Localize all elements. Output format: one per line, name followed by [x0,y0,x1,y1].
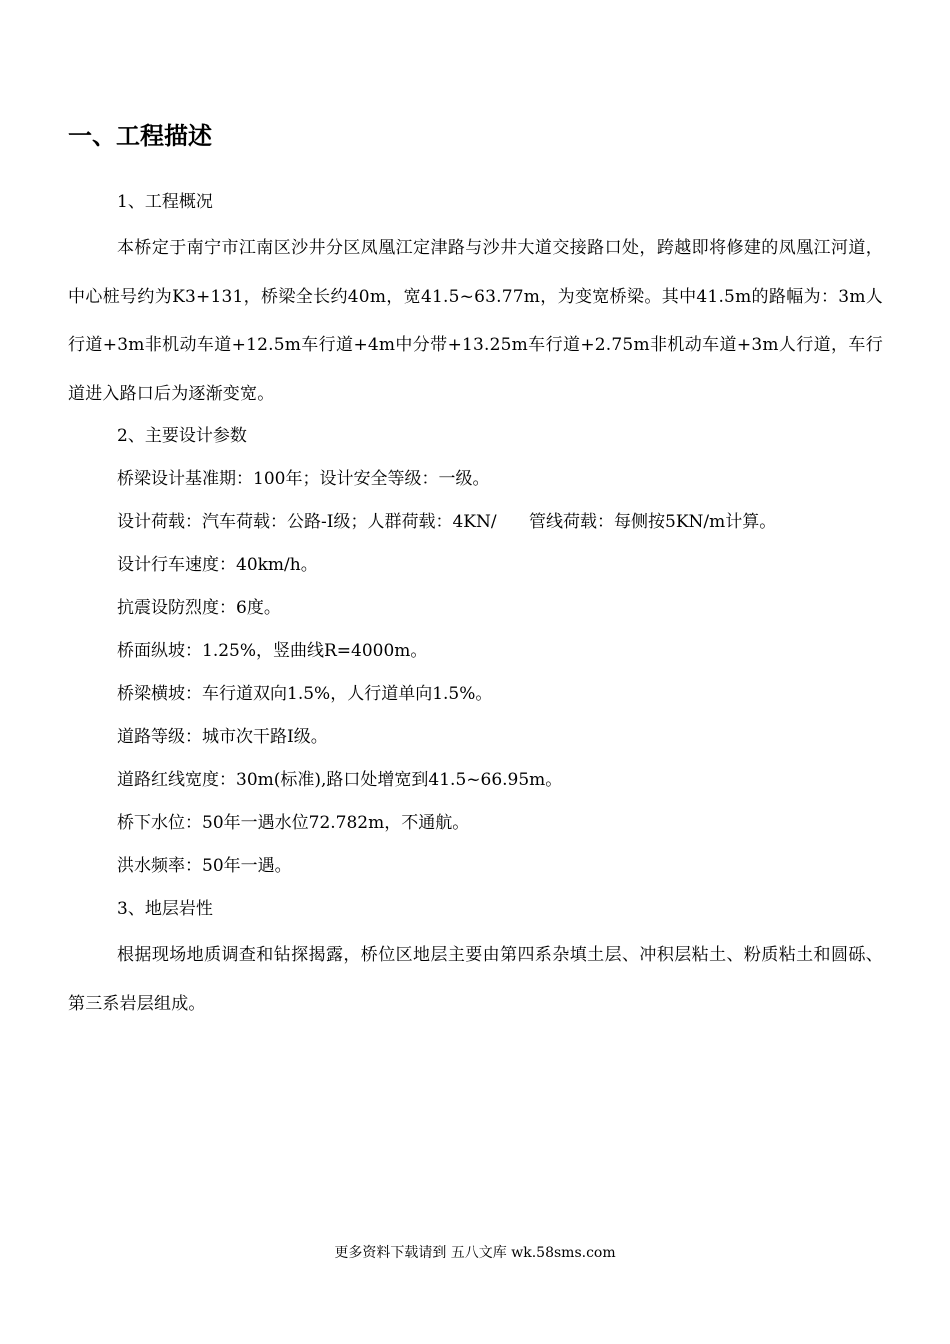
overview-paragraph: 本桥定于南宁市江南区沙井分区凤凰江定津路与沙井大道交接路口处，跨越即将修建的凤凰江河道，中心桩号约为K3+131，桥梁全长约40m，宽41.5~63.77m，为变宽桥梁。其中41.5m的路幅为：3m人行道+3m非机动车道+12.5m车行道+4m中分带+13.25m车行道+2.75m非机动车道+3m人行道，车行道进入路口后为逐渐变宽。 [68,238,883,404]
param-flood-frequency: 洪水频率：50年一遇。 [117,856,292,876]
strata-paragraph: 根据现场地质调查和钻探揭露，桥位区地层主要由第四系杂填土层、冲积层粘土、粉质粘土和圆砾、第三系岩层组成。 [68,945,883,1014]
param-seismic-intensity: 抗震设防烈度：6度。 [117,598,281,618]
param-road-grade: 道路等级：城市次干路Ⅰ级。 [117,727,328,747]
section-title-overview: 1、工程概况 [117,192,213,212]
page-title: 一、工程描述 [68,122,212,150]
param-water-level: 桥下水位：50年一遇水位72.782m，不通航。 [117,813,470,833]
page-footer: 更多资料下载请到 五八文库 wk.58sms.com [334,1245,616,1261]
section-title-strata: 3、地层岩性 [117,899,213,919]
param-design-load: 设计荷载：汽车荷载：公路-I级；人群荷载：4KN/ 管线荷载：每侧按5KN/m计算。 [117,512,777,532]
param-design-period: 桥梁设计基准期：100年；设计安全等级：一级。 [117,469,490,489]
param-cross-slope: 桥梁横坡：车行道双向1.5%，人行道单向1.5%。 [117,684,493,704]
param-red-line-width: 道路红线宽度：30m(标准),路口处增宽到41.5~66.95m。 [117,770,563,790]
section-title-design-params: 2、主要设计参数 [117,426,247,446]
param-design-speed: 设计行车速度：40km/h。 [117,555,318,575]
param-longitudinal-slope: 桥面纵坡：1.25%，竖曲线R=4000m。 [117,641,428,661]
document-body [68,181,883,1028]
